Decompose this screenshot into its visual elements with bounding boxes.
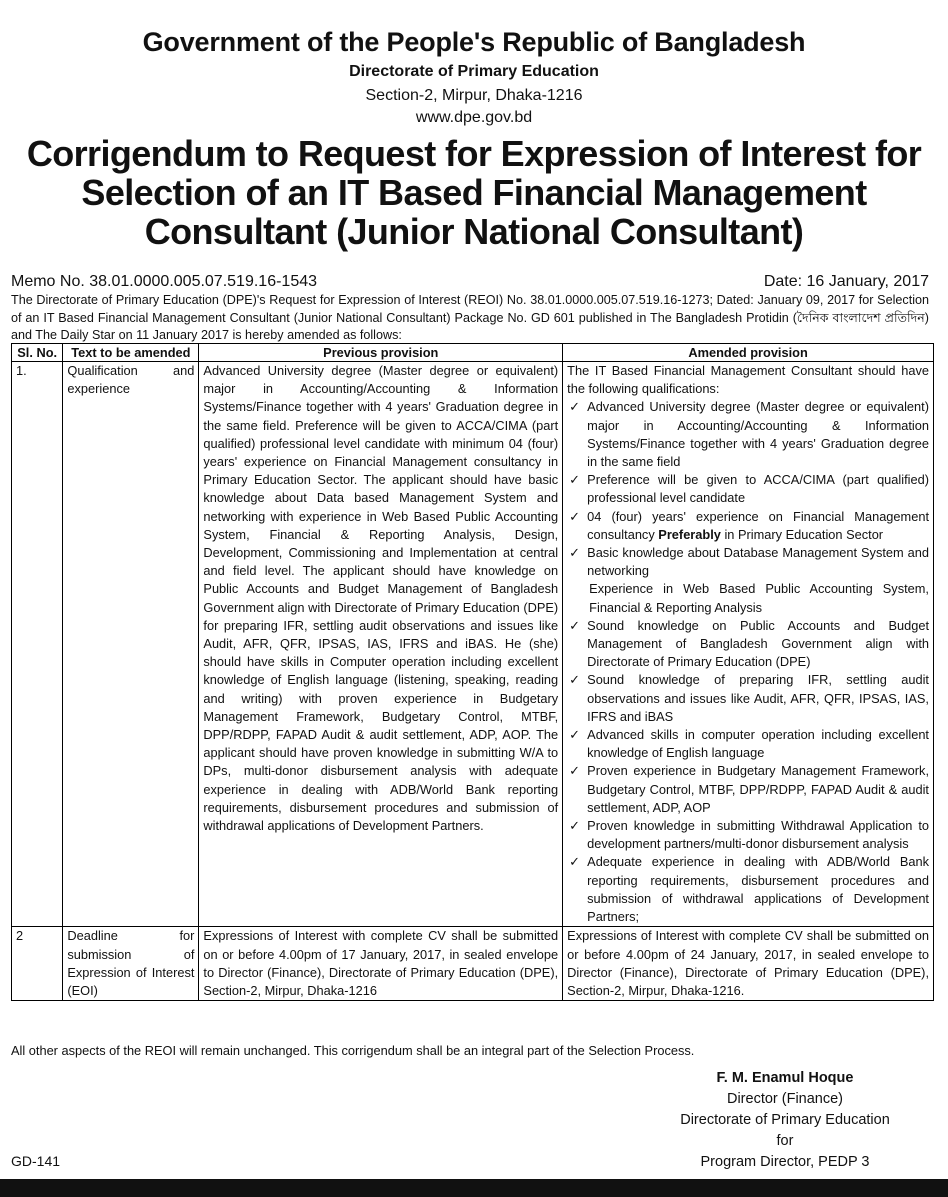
- check-icon: ✓: [569, 763, 580, 779]
- check-icon: ✓: [569, 399, 580, 415]
- memo-row: [11, 272, 929, 292]
- header-text: Text to be amended: [63, 344, 199, 362]
- list-item: ✓ Proven experience in Budgetary Management Framework, Budgetary Control, MTBF, DPP/RDPP, FAPAD Audit & audit settlement, ADP, AOP: [569, 763, 929, 815]
- check-icon: ✓: [569, 854, 580, 870]
- row1-sl: 1.: [12, 362, 63, 927]
- signatory-program: Program Director, PEDP 3: [700, 1154, 870, 1170]
- row1-text: Qualification and experience: [63, 362, 199, 927]
- check-icon: ✓: [569, 727, 580, 743]
- list-item: ✓ 04 (four) years' experience on Financial Management consultancy Preferably in Primary Education Sector: [569, 508, 929, 542]
- qualification-list: [567, 398, 929, 580]
- row1-amended: [563, 362, 934, 927]
- qualification-list-cont: [567, 617, 929, 926]
- signatory-office: Directorate of Primary Education: [680, 1112, 890, 1128]
- list-item: ✓ Proven knowledge in submitting Withdrawal Application to development partners/multi-donor disbursement analysis: [569, 818, 929, 852]
- memo-number: Memo No. 38.01.0000.005.07.519.16-1543: [11, 273, 318, 290]
- row2-text: Deadline for submission of Expression of Interest (EOI): [63, 927, 199, 1001]
- table-row: [12, 362, 934, 927]
- list-item: ✓ Basic knowledge about Database Management System and networking: [569, 545, 929, 579]
- notice-title: Corrigendum to Request for Expression of Interest for Selection of an IT Based Financial Management Consultant (Junior National Consultant): [26, 133, 922, 252]
- closing-note: All other aspects of the REOI will remain unchanged. This corrigendum shall be an integral part of the Selection Process.: [11, 1043, 695, 1058]
- signatory-for: for: [776, 1133, 794, 1149]
- signature-block: [660, 1068, 910, 1173]
- memo-date: Date: 16 January, 2017: [763, 273, 929, 290]
- office-address: Section-2, Mirpur, Dhaka-1216: [365, 87, 583, 104]
- list-item: ✓ Adequate experience in dealing with ADB/World Bank reporting requirements, disbursement procedures and submission of withdrawal applications of Development Partners;: [569, 854, 929, 925]
- header-amended: Amended provision: [563, 344, 934, 362]
- list-item: ✓ Preference will be given to ACCA/CIMA (part qualified) professional level candidate: [569, 472, 929, 506]
- signatory-designation: Director (Finance): [726, 1091, 844, 1107]
- list-subitem: Experience in Web Based Public Accounting System, Financial & Reporting Analysis: [589, 581, 929, 615]
- amendment-table: [11, 343, 934, 1001]
- list-item: ✓ Sound knowledge on Public Accounts and Budget Management of Bangladesh Government align with Directorate of Primary Education (DPE): [569, 617, 929, 670]
- header-sl: Sl. No.: [12, 344, 63, 362]
- check-icon: ✓: [569, 672, 580, 688]
- government-heading: Government of the People's Republic of Bangladesh: [142, 27, 806, 57]
- table-header-row: [12, 344, 934, 362]
- row2-sl: 2: [12, 927, 63, 1001]
- signatory-name: F. M. Enamul Hoque: [716, 1070, 854, 1086]
- list-item: ✓ Advanced University degree (Master degree or equivalent) major in Accounting/Accounting & Information Systems/Finance together with 4 years' Graduation degree in the same field: [569, 399, 929, 470]
- check-icon: ✓: [569, 617, 580, 633]
- list-item: ✓ Sound knowledge of preparing IFR, settling audit observations and issues like Audit, AFR, QFR, IPSAS, IAS, IFRS and iBAS: [569, 672, 929, 724]
- row2-previous: Expressions of Interest with complete CV shall be submitted on or before 4.00pm of 17 January, 2017, in sealed envelope to Director (Finance), Directorate of Primary Education (DPE), Section-2, Mirpur, Dhaka-1216: [199, 927, 563, 1001]
- check-icon: ✓: [569, 545, 580, 561]
- check-icon: ✓: [569, 818, 580, 834]
- amended-intro: The IT Based Financial Management Consultant should have the following qualifications:: [567, 363, 929, 397]
- row1-previous: Advanced University degree (Master degree or equivalent) major in Accounting/Accounting & Information Systems/Finance together with 4 years' Graduation degree in the same field. Preference will be given to ACCA/CIMA (part qualified) professional level candidate with minimum 04 (four) years' experience on Financial Management consultancy in Primary Education Sector. The applicant should have basic knowledge about Data based Management System and networking with experience in Web Based Public Accounting System, Financial & Reporting Analysis, Design, Development, Commissioning and Implementation at central and field level. The applicant should have knowledge on Public Accounts and Budget Management of Bangladesh Government align with Directorate of Primary Education (DPE) for preparing IFR, settling audit observations and issues like Audit, AFR, QFR, IPSAS, IAS, IFRS and iBAS. He (she) should have skills in Computer operation including excellent knowledge of English language (listening, speaking, reading and writing) with proven experience in Budgetary Management Framework, Budgetary Control, MTBF, DPP/RDPP, FAPAD Audit & audit settlement, ADP, AOP. The applicant should have proven knowledge in submitting W/A to DPs, multi-donor disbursement analysis with adequate experience in dealing with ADB/World Bank reporting requirements, disbursement procedures and submission of withdrawal applications of Development Partners.: [199, 362, 563, 927]
- row2-amended: Expressions of Interest with complete CV shall be submitted on or before 4.00pm of 24 January, 2017, in sealed envelope to Director (Finance), Directorate of Primary Education (DPE), Section-2, Mirpur, Dhaka-1216.: [563, 927, 934, 1001]
- gd-number: GD-141: [11, 1153, 61, 1169]
- directorate-name: Directorate of Primary Education: [349, 63, 599, 80]
- header-previous: Previous provision: [199, 344, 563, 362]
- bottom-border: [0, 1179, 948, 1197]
- check-icon: ✓: [569, 472, 580, 488]
- website-link[interactable]: www.dpe.gov.bd: [415, 109, 533, 126]
- intro-paragraph: The Directorate of Primary Education (DPE)'s Request for Expression of Interest (REOI) No. 38.01.0000.005.07.519.16-1273; Dated: January 09, 2017 for Selection of an IT Based Financial Management Consultant (Junior National Consultant) Package No. GD 601 published in The Bangladesh Protidin (দৈনিক বাংলাদেশ প্রতিদিন) and The Daily Star on 11 January 2017 is hereby amended as follows:: [11, 293, 929, 342]
- table-row: [12, 927, 934, 1001]
- list-item: ✓ Advanced skills in computer operation including excellent knowledge of English language: [569, 727, 929, 761]
- check-icon: ✓: [569, 508, 580, 524]
